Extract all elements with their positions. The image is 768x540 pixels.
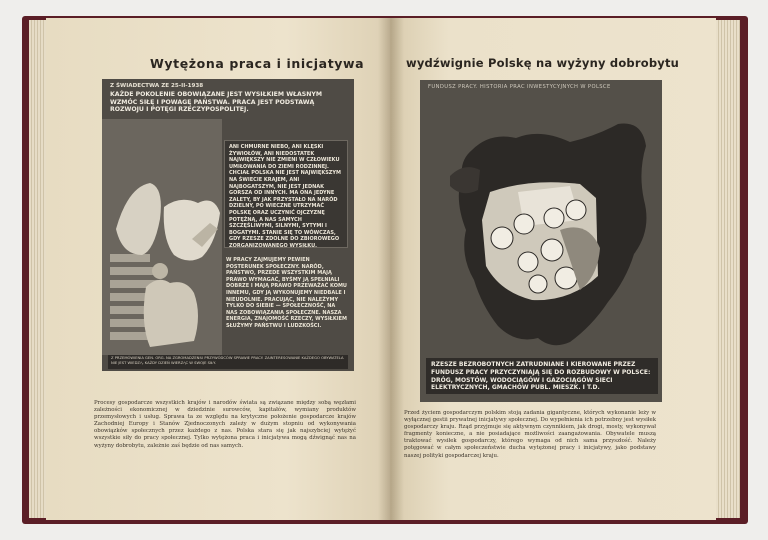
plate-source-line: Z ŚWIADECTWA ZE 25-II-1938	[110, 83, 204, 89]
plate-work-quote: W PRACY ZAJMUJEMY PEWIEN POSTERUNEK SPOŁECZNY. NARÓD, PAŃSTWO, PRZEDE WSZYSTKIM MAJĄ PRAWO WYMAGAĆ, BYŚMY JĄ SPEŁNIALI DOBRZE I MAJĄ PRAWO PRZEWAŻAĆ KOMU INNEMU, GDY JĄ WYKONUJEMY NIEDBALE I NIEUDOLNIE. PRACUJĄC, NIE NALEŻYMY TYLKO DO SIEBIE — SPOŁECZNOŚĆ, NA NAS ZOBOWIĄZANIA SPOŁECZNE. NASZA ENERGIA, ZNAJOMOŚĆ RZECZY, WYSIŁKIEM SŁUŻYMY PAŃSTWU I LUDZKOŚCI.	[226, 257, 348, 329]
left-page-heading: Wytężona praca i inicjatywa	[150, 56, 365, 71]
plate-intro-quote: KAŻDE POKOLENIE OBOWIĄZANE JEST WYSIŁKIEM WŁASNYM WZMÓC SIŁĘ I POWAGĘ PAŃSTWA. PRACA JEST PODSTAWĄ ROZWOJU I POTĘGI RZECZYPOSPOLITEJ.	[110, 91, 323, 114]
plate-box-quote: ANI CHMURNE NIEBO, ANI KLĘSKI ŻYWIOŁÓW, ANI NIEDOSTATEK NAJWIĘKSZY NIE ZMIENI W CZŁOWIEKU UMIŁOWANIA DO ZIEMI RODZINNEJ. CHCIAŁ POLSKA NIE JEST NAJWIĘKSZYM NA ŚWIECIE KRAJEM, ANI NAJBOGATSZYM, NIE JEST JEDNAK GORSZA OD INNYCH. MA ONA JEDYNE ZALETY, BY JAK PRZYSTAŁO NA NARÓD DZIELNY, PO WIECZNE UTRZYMAĆ POLSKĘ ORAZ UCZYNIĆ OJCZYZNĘ POTĘŻNĄ, A NAS SAMYCH SZCZĘŚLIWYMI, SILNYMI, SYTYMI I BOGATYMI. STANIE SIĘ TO WÓWCZAS, GDY RZESZE ZDOLNE DO ZBIOROWEGO ZORGANIZOWANEGO WYSIŁKU.	[224, 140, 348, 248]
right-body-paragraph: Przed życiem gospodarczym polskim stoją zadania gigantyczne, których wykonanie leży w wyłącznej gestii prywatnej inicjatywy społecznej. Do wypełnienia ich potrzebny jest wysiłek gospodarczy kraju. Rząd przyjmuje się aktywnym czynnikiem, jak drogi, mosty, wykonywał fragmenty konieczne, a nie posiadające możliwości zaangażowania. Obywatele muszą traktować wysiłek gospodarczy, którego wymaga od nich sama przyszłość. Należy potęgować w całym społeczeństwie ducha wytężonej pracy i inicjatywy, jako podstawy naszej polityki gospodarczej kraju.	[404, 410, 656, 459]
right-page-heading: wydźwignie Polskę na wyżyny dobrobytu	[406, 56, 680, 70]
book-gutter	[378, 18, 404, 520]
right-poster-plate	[420, 80, 662, 402]
poland-map-illustration	[420, 80, 662, 402]
map-caption: RZESZE BEZROBOTNYCH ZATRUDNIANE I KIEROWANE PRZEZ FUNDUSZ PRACY PRZYCZYNIAJĄ SIĘ DO ROZBUDOWY W POLSCE: DRÓG, MOSTÓW, WODOCIĄGÓW I GAZOCIĄGÓW SIECI ELEKTRYCZNYCH, GMACHÓW PUBL. MIESZK. I T.D.	[426, 358, 658, 394]
page-edges-right	[712, 20, 740, 518]
plate-caption: Z PRZEMÓWIENIA GEN. ORG. NA ZGROMADZENIU PRZYWÓDCÓW SPRAWIE PRACY. ZAINTERESOWANIE KAŻDEGO OBYWATELA NIE JEST WIEDZĄ. KAŻDY DZIEŃ WIERZĄC W SWOJE SIŁY.	[108, 355, 348, 369]
left-poster-plate	[102, 79, 354, 371]
left-body-paragraph: Procesy gospodarcze wszystkich krajów i narodów świata są związane między sobą węzłami zależności ekonomicznej w dziedzinie surowców, kapitałów, wymiany produktów przemysłowych i usług. Sprawa ta ze względu na krytyczne położenie gospodarcze krajów Zachodniej Europy i Stanów Zjednoczonych zależy w dużym stopniu od wykonywania obowiązków społecznych przez każdego z nas. Polska stara się jak najszybciej wytężyć wszystkie siły do pracy społecznej. Tylko wytężona praca i inicjatywa mogą dźwignąć nas na wyżyny dobrobytu, zależnie zaś będzie od nas samych.	[94, 400, 356, 449]
map-title: FUNDUSZ PRACY. HISTORIA PRAC INWESTYCYJNYCH W POLSCE	[428, 84, 611, 90]
